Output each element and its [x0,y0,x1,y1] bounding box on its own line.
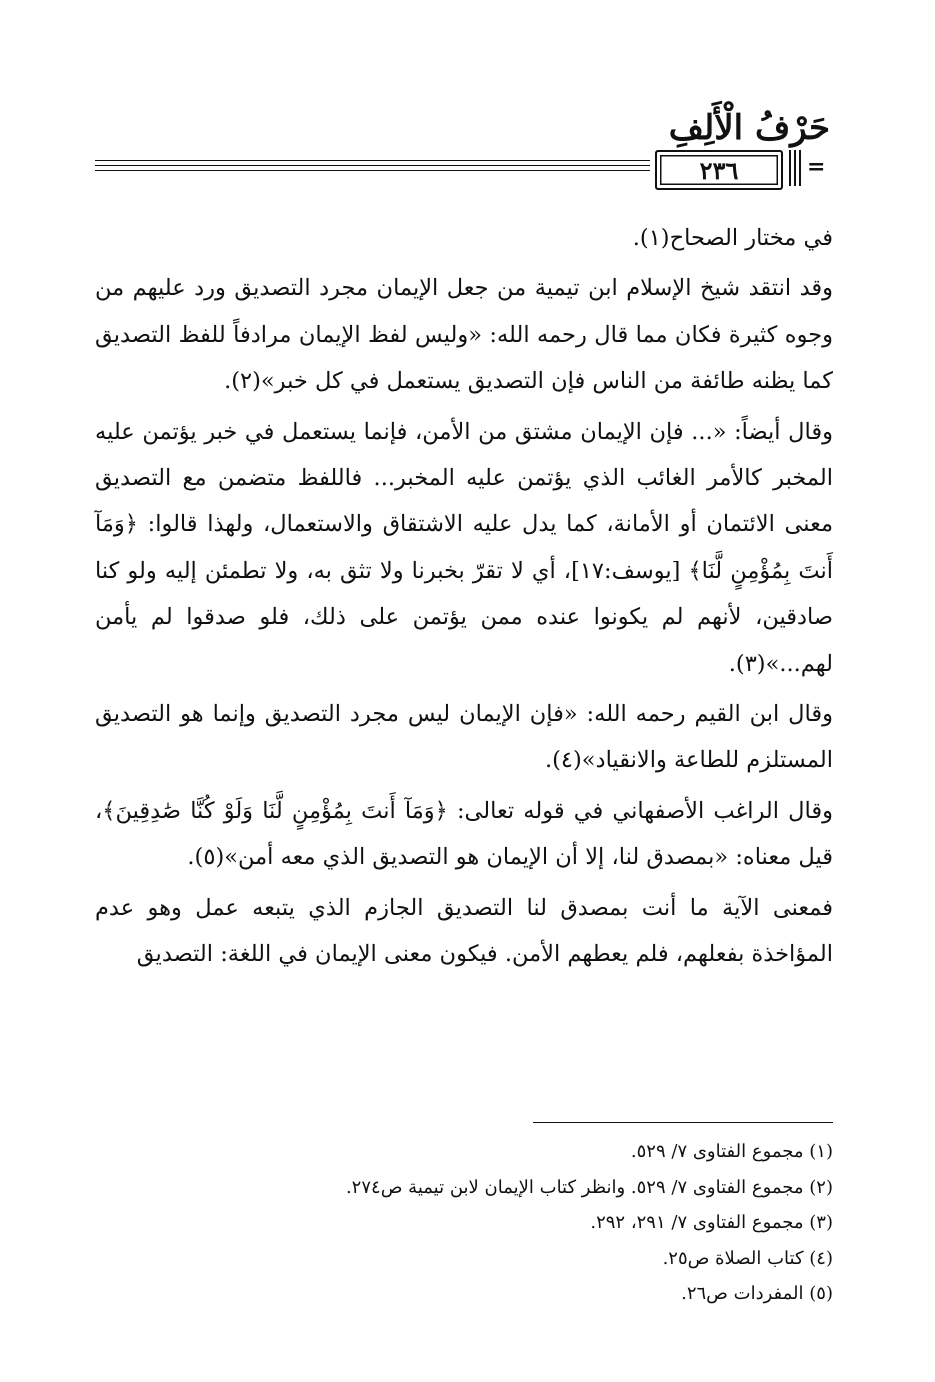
paragraph: وقال الراغب الأصفهاني في قوله تعالى: ﴿وَمَآ أَنتَ بِمُؤْمِنٍ لَّنَا وَلَوْ كُنَّا صَٰدِقِينَ﴾، قيل معناه: «بمصدق لنا، إلا أن الإيمان هو التصديق الذي معه أمن»(٥). [95,797,833,871]
paragraph: وقد انتقد شيخ الإسلام ابن تيمية من جعل الإيمان مجرد التصديق ورد عليهم من وجوه كثيرة فكان مما قال رحمه الله: «وليس لفظ الإيمان مرادفاً للفظ التصديق كما يظنه طائفة من الناس فإن التصديق يستعمل في كل خبر»(٢). [95,275,833,395]
paragraph: وقال أيضاً: «... فإن الإيمان مشتق من الأمن، فإنما يستعمل في خبر يؤتمن عليه المخبر كالأمر الغائب الذي يؤتمن عليه المخبر... فاللفظ متضمن مع التصديق معنى الائتمان أو الأمانة، كما يدل عليه الاشتقاق والاستعمال، ولهذا قالوا: ﴿وَمَآ أَنتَ بِمُؤْمِنٍ لَّنَا﴾ [يوسف:١٧]، أي لا تقرّ بخبرنا ولا تثق به، ولا تطمئن إليه ولو كنا صادقين، لأنهم لم يكونوا عنده ممن يؤتمن على ذلك، فلو صدقوا لم يأمن لهم...»(٣). [95,418,833,677]
header-bar [799,150,801,186]
paragraph: في مختار الصحاح(١). [632,225,833,251]
header-bar [794,150,796,186]
footnote: (٥) المفردات ص٢٦. [681,1283,833,1304]
header-rule [95,150,833,190]
footnote: (٢) مجموع الفتاوى ٧/ ٥٢٩. وانظر كتاب الإيمان لابن تيمية ص٢٧٤. [345,1176,833,1198]
main-text [95,215,833,978]
chapter-title: حَرْفُ الْأَلِفِ [668,108,830,148]
footnote: (٣) مجموع الفتاوى ٧/ ٢٩١، ٢٩٢. [590,1212,833,1233]
header-rule-line [95,170,650,171]
footnote: (٤) كتاب الصلاة ص٢٥. [662,1247,833,1269]
header-separator: = [807,154,826,180]
paragraph: وقال ابن القيم رحمه الله: «فإن الإيمان ليس مجرد التصديق وإنما هو التصديق المستلزم للطاعة والانقياد»(٤). [95,701,833,774]
header-rule-line [95,165,650,166]
footnote-divider [533,1122,833,1123]
header-bar [789,150,791,186]
footnotes [95,1134,833,1312]
paragraph: فمعنى الآية ما أنت بمصدق لنا التصديق الجازم الذي يتبعه عمل وهو عدم المؤاخذة بفعلهم، فلم يعطهم الأمن. فيكون معنى الإيمان في اللغة: التصديق [95,894,833,968]
page-number: ٢٣٦ [655,150,783,190]
header-rule-line [95,160,650,161]
footnote: (١) مجموع الفتاوى ٧/ ٥٢٩. [630,1141,833,1162]
